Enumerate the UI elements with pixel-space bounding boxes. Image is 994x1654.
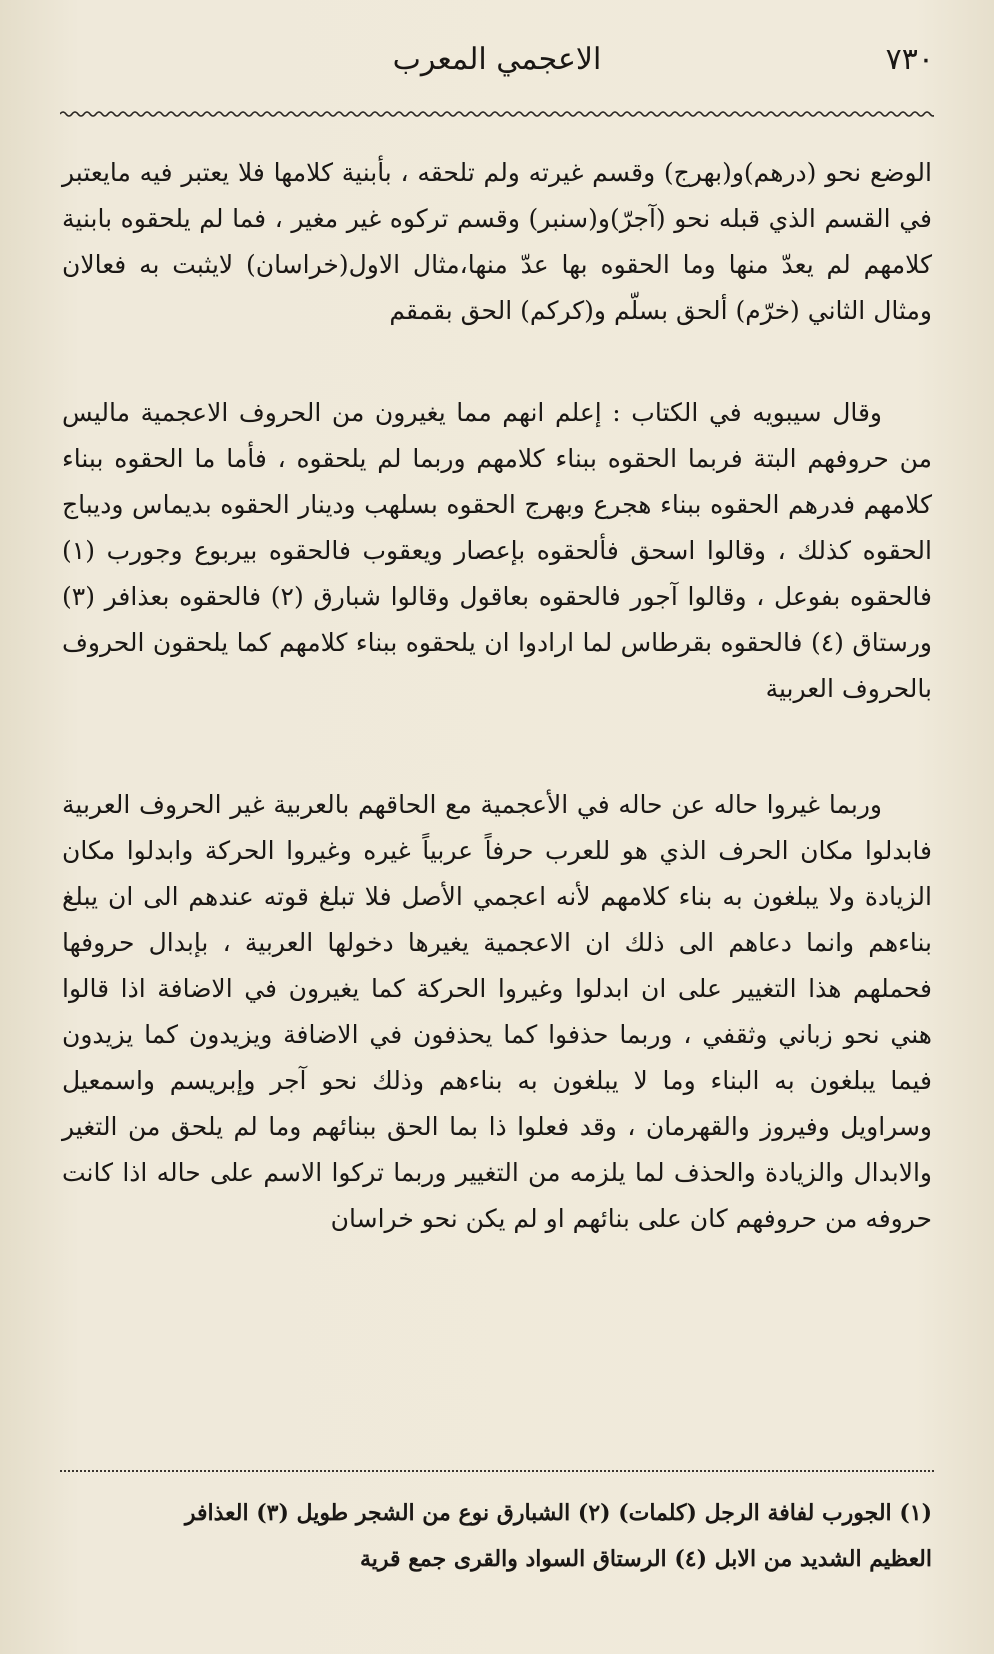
main-text	[62, 150, 932, 1362]
paragraph-1: الوضع نحو (درهم)و(بهرج) وقسم غيرته ولم تلحقه ، بأبنية كلامها فلا يعتبر فيه مايعتبر في القسم الذي قبله نحو (آجرّ)و(سنبر) وقسم تركوه غير مغير ، فما لم يلحقوه بابنية كلامهم لم يعدّ منها وما الحقوه بها عدّ منها،مثال الاول(خراسان) لايثبت به فعالان ومثال الثاني (خرّم) ألحق بسلّم و(كركم) الحق بقمقم	[62, 158, 932, 325]
paragraph-2: وقال سيبويه في الكتاب : إعلم انهم مما يغيرون من الحروف الاعجمية ماليس من حروفهم البتة فربما الحقوه ببناء كلامهم وربما لم يلحقوه ، فأما ما الحقوه ببناء كلامهم فدرهم الحقوه ببناء هجرع وبهرج الحقوه بسلهب ودينار الحقوه بديماس وديباج الحقوه كذلك ، وقالوا اسحق فألحقوه بإعصار ويعقوب فالحقوه بيربوع وجورب (١) فالحقوه بفوعل ، وقالوا آجور فالحقوه بعاقول وقالوا شبارق (٢) فالحقوه بعذافر (٣) ورستاق (٤) فالحقوه بقرطاس لما ارادوا ان يلحقوه ببناء كلامهم كما يلحقون الحروف بالحروف العربية	[62, 398, 932, 703]
footnotes	[62, 1490, 932, 1582]
footnote-separator	[60, 1470, 934, 1472]
running-title: الاعجمي المعرب	[392, 42, 602, 77]
footnote-line-2: العظيم الشديد من الابل (٤) الرستاق السواد والقرى جمع قرية	[359, 1546, 932, 1572]
header-wavy-rule	[60, 110, 934, 118]
page-header	[60, 42, 934, 92]
page-number: ٧٣٠	[885, 42, 934, 77]
footnote-line-1: (١) الجورب لفافة الرجل (كلمات) (٢) الشبارق نوع من الشجر طويل (٣) العذافر	[184, 1500, 932, 1526]
paragraph-3: وربما غيروا حاله عن حاله في الأعجمية مع الحاقهم بالعربية غير الحروف العربية فابدلوا مكان الحرف الذي هو للعرب حرفاً عربياً غيره وغيروا الحركة وابدلوا مكان الزيادة ولا يبلغون به بناء كلامهم لأنه اعجمي الأصل فلا تبلغ قوته عندهم الى ان يبلغ بناءهم وانما دعاهم الى ذلك ان الاعجمية يغيرها دخولها العربية ، بإبدال حروفها فحملهم هذا التغيير على ان ابدلوا وغيروا الحركة كما يغيرون في الاضافة اذا قالوا هني نحو زباني وثقفي ، وربما حذفوا كما يحذفون في الاضافة ويزيدون كما يزيدون فيما يبلغون به البناء وما لا يبلغون به بناءهم وذلك نحو آجر وإبريسم واسمعيل وسراويل وفيروز والقهرمان ، وقد فعلوا ذا بما الحق ببنائهم وما لم يلحق من التغير والابدال والزيادة والحذف لما يلزمه من التغيير وربما تركوا الاسم على حاله اذا كانت حروفه من حروفهم كان على بنائهم او لم يكن نحو خراسان	[62, 790, 932, 1233]
